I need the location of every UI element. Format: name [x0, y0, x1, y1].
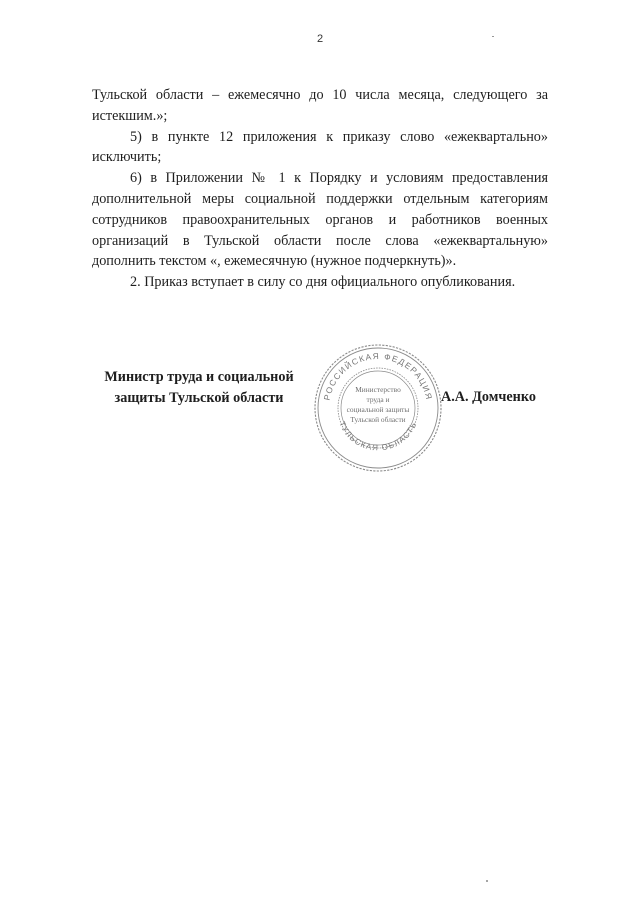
paragraph-item-5: 5) в пункте 12 приложения к приказу слово «ежеквартально» исключить;: [92, 128, 548, 166]
official-seal: [312, 342, 444, 474]
signatory-title-line-2: защиты Тульской области: [114, 389, 284, 406]
seal-bottom-text: ТУЛЬСКАЯ ОБЛАСТЬ: [337, 420, 419, 453]
scan-speck: [492, 36, 494, 37]
seal-center-line-4: Тульской области: [350, 415, 406, 424]
seal-center-line-1: Министерство: [355, 385, 401, 394]
seal-center-line-3: социальной защиты: [346, 405, 410, 414]
page-number: 2: [316, 33, 324, 45]
paragraph-item-6: 6) в Приложении № 1 к Порядку и условиям предоставления дополнительной меры социальной поддержки отдельным категориям сотрудников правоохранительных органов и работников военных организаций в Тульской области после слова «ежеквартальную» дополнить текстом «, ежемесячную (нужное подчеркнуть)».: [92, 170, 548, 270]
signatory-title: [92, 367, 306, 409]
paragraph-item-2: 2. Приказ вступает в силу со дня официального опубликования.: [130, 274, 516, 291]
scan-speck: [486, 880, 488, 882]
signatory-name: А.А. Домченко: [441, 389, 536, 405]
document-body: [92, 85, 548, 293]
signatory-title-line-1: Министр труда и социальной: [104, 369, 294, 385]
seal-center-line-2: труда и: [366, 395, 390, 404]
seal-outer-text: РОССИЙСКАЯ ФЕДЕРАЦИЯ: [321, 350, 435, 402]
paragraph-continuation: Тульской области – ежемесячно до 10 числа месяца, следующего за истекшим.»;: [92, 87, 548, 124]
